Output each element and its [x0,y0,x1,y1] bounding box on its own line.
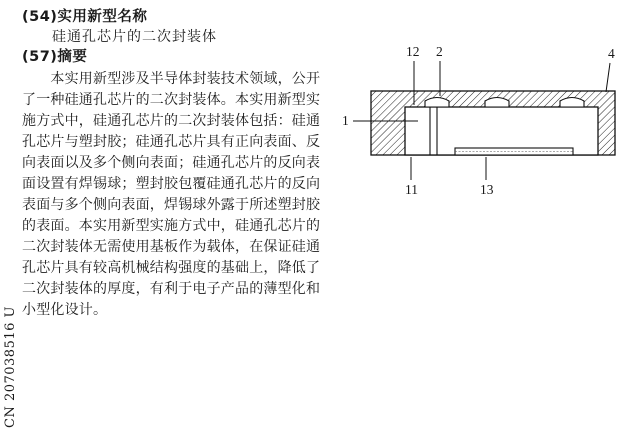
abstract-line: 了一种硅通孔芯片的二次封装体。本实用新型实 [22,92,321,108]
abstract-line: 施方式中，硅通孔芯片的二次封装体包括：硅通 [22,113,321,129]
ref-label-13: 13 [480,182,494,197]
abstract-line: 的表面。本实用新型实施方式中，硅通孔芯片的 [22,218,321,234]
abstract-line: 小型化设计。 [22,302,108,318]
abstract-line: 向表面以及多个侧向表面；硅通孔芯片的反向表 [22,155,321,171]
publication-number: CN 207038516 U [3,306,18,428]
abstract-line: 面设置有焊锡球；塑封胶包覆硅通孔芯片的反向 [22,176,321,192]
ref-label-4: 4 [608,46,615,61]
ref-label-1: 1 [342,113,349,128]
ref-label-11: 11 [405,182,418,197]
title-field-label: (54)实用新型名称 [22,9,148,25]
ref-label-2: 2 [436,44,443,59]
utility-model-title: 硅通孔芯片的二次封装体 [52,29,217,45]
abstract-line: 二次封装体的厚度，有利于电子产品的薄型化和 [22,281,321,297]
abstract-line: 孔芯片与塑封胶；硅通孔芯片具有正向表面、反 [22,134,321,150]
abstract-line: 本实用新型涉及半导体封装技术领域，公开 [22,71,321,87]
tsv-chip [405,107,598,155]
abstract-field-label: (57)摘要 [22,49,88,65]
abstract-line: 表面与多个侧向表面，焊锡球外露于所述塑封胶 [22,197,321,213]
ref-label-12: 12 [406,44,420,59]
abstract-line: 二次封装体无需使用基板作为载体，在保证硅通 [22,239,321,255]
abstract-line: 孔芯片具有较高机械结构强度的基础上，降低了 [22,260,321,276]
